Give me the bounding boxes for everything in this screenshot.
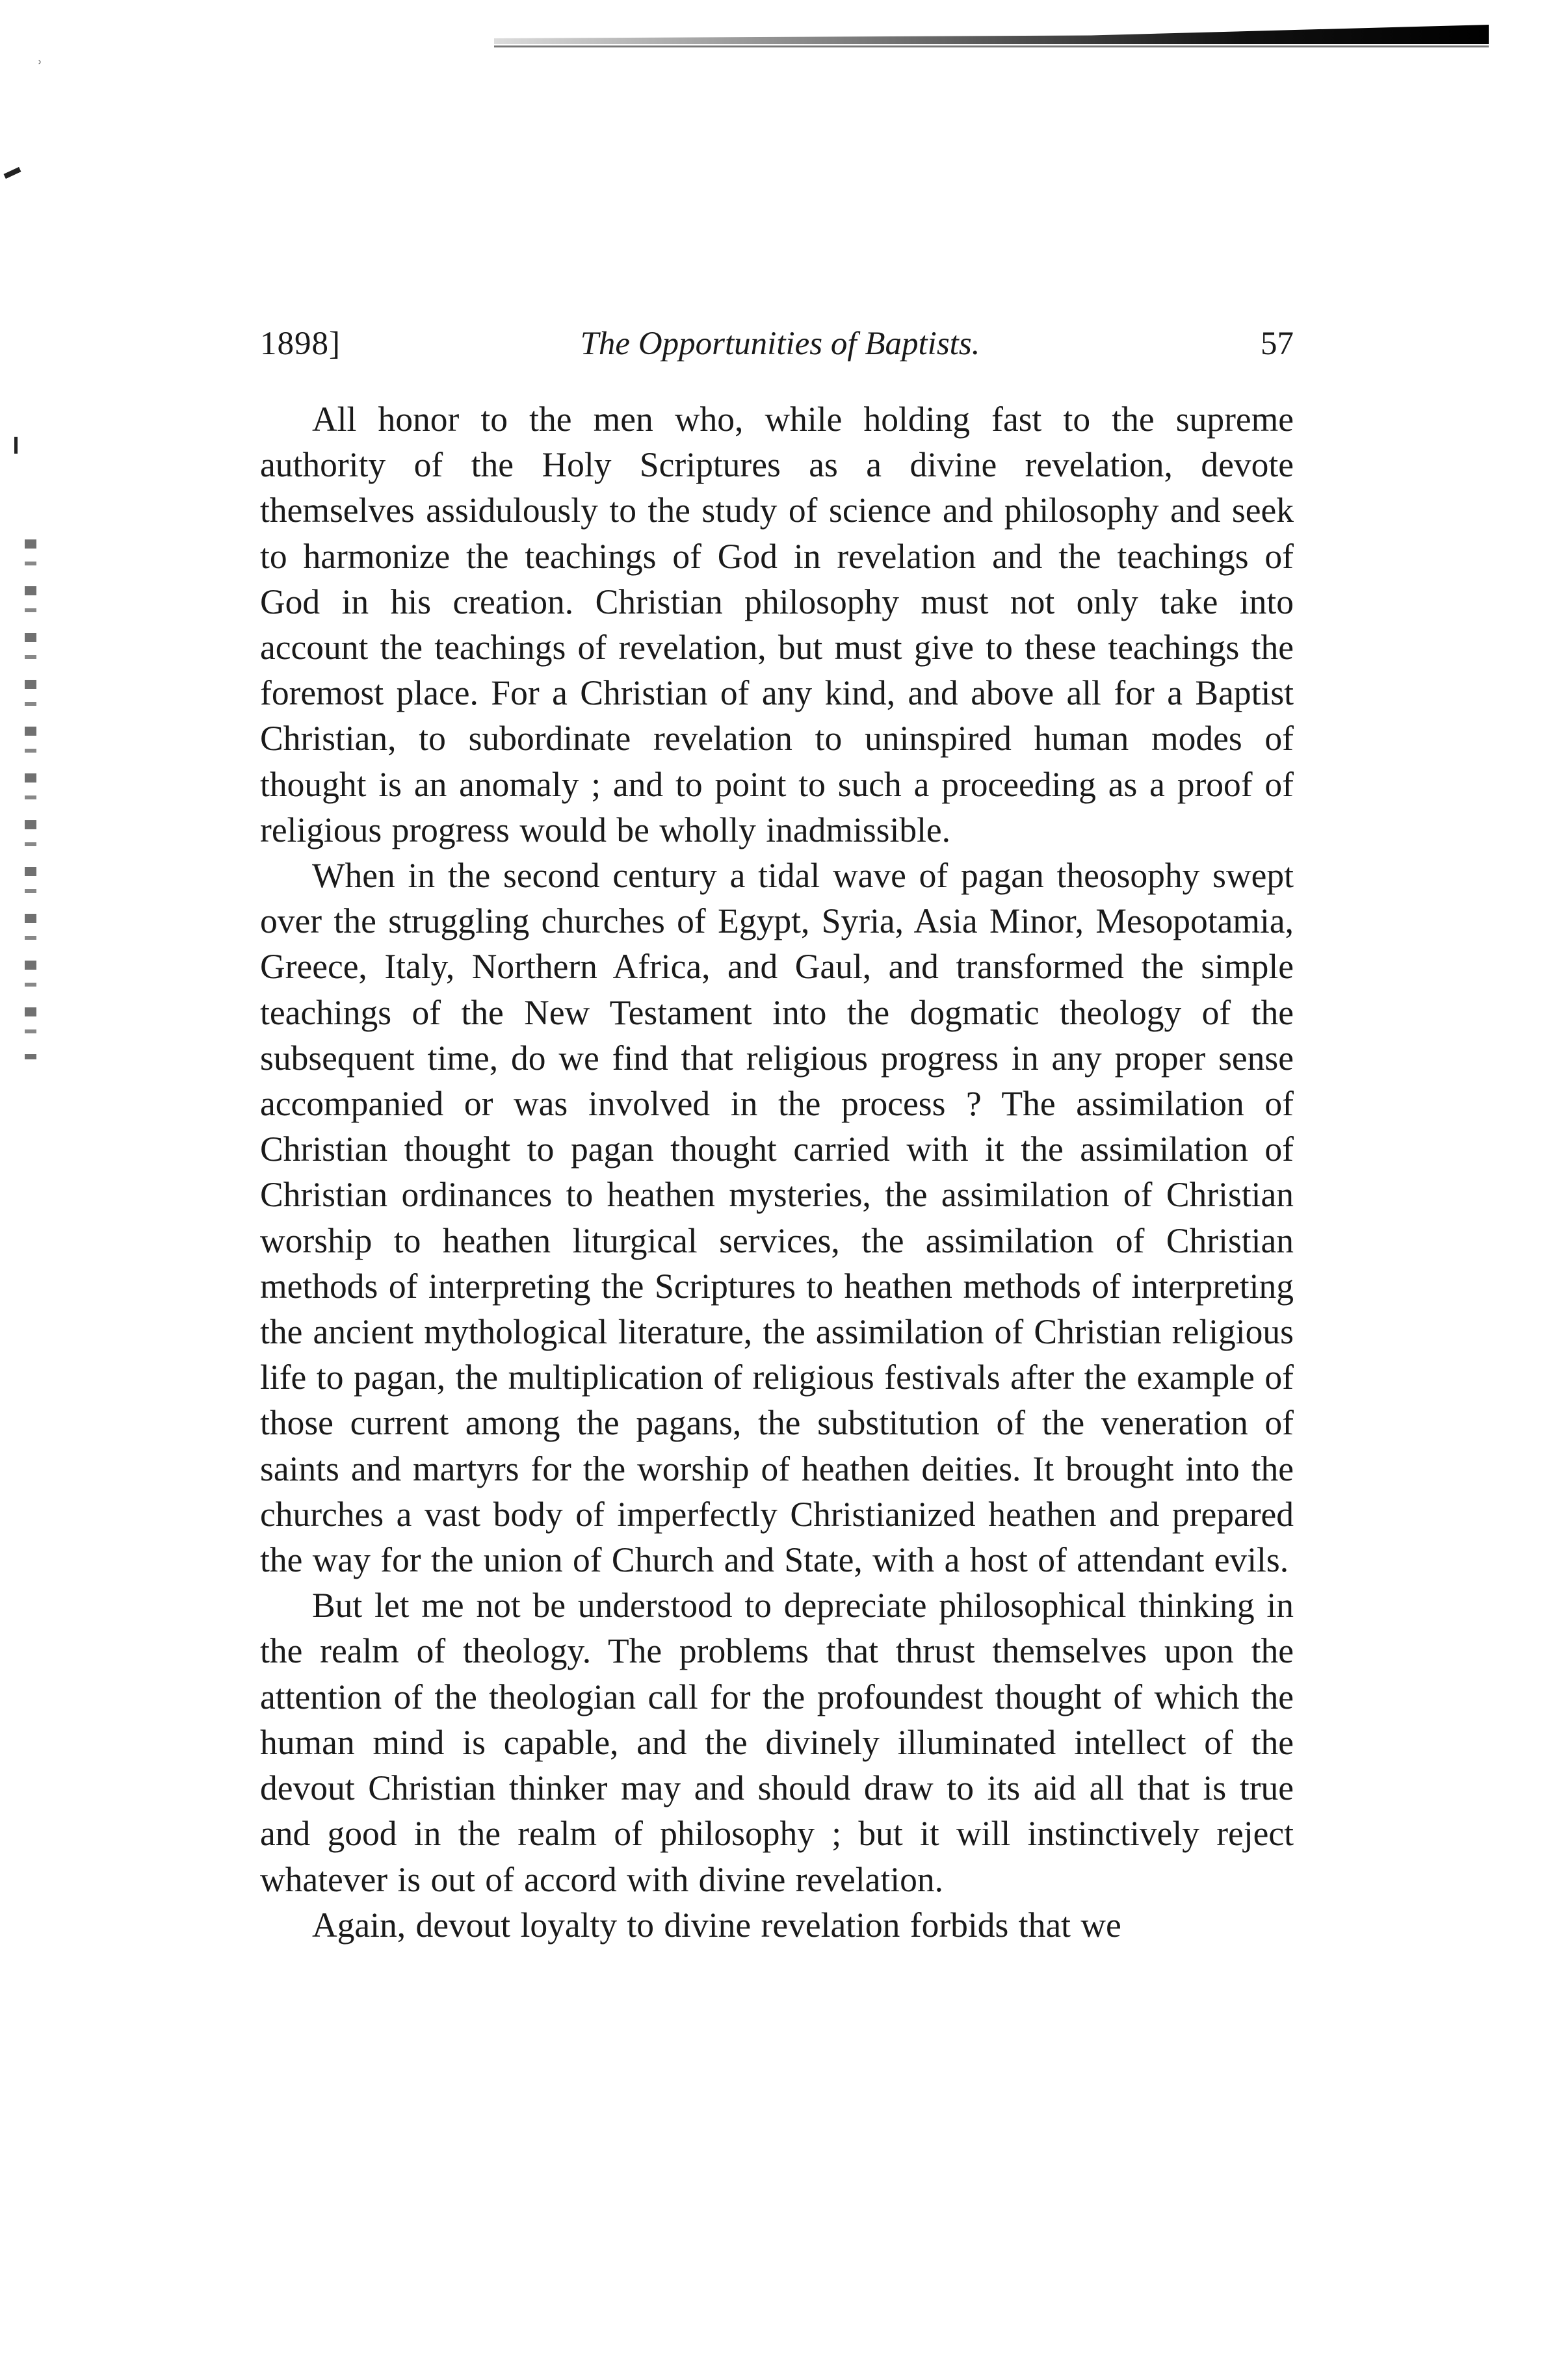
paragraph-1: All honor to the men who, while holding fast to the supreme authority of the Holy Scriptures as a divine revelation, devote themselves assidulously to the study of science and philosophy and seek to harmonize the teachings of God in revelation and the teachings of God in his creation. Christian philosophy must not only take into account the teachings of revelation, but must give to these teachings the foremost place. For a Christian of any kind, and above all for a Baptist Christian, to subordinate revelation to uninspired human modes of thought is an anomaly ; and to point to such a proceeding as a proof of religious progress would be wholly inadmissible. — [260, 400, 1294, 849]
page-number: 57 — [1261, 326, 1294, 362]
scan-edge-line — [494, 45, 1489, 47]
running-head-title: The Opportunities of Baptists. — [580, 326, 980, 362]
running-head-year: 1898] — [260, 326, 341, 362]
scan-margin-mark — [14, 437, 18, 454]
scan-corner-mark: ˒ — [36, 48, 43, 70]
paragraph-3: But let me not be understood to depreciate philosophical thinking in the realm of theology. The problems that thrust themselves upon the attention of the theologian call for the profoundest thought of which the human mind is capable, and the divinely illuminated intellect of the devout Christian thinker may and should draw to its aid all that is true and good in the realm of philosophy ; but it will instinctively reject whatever is out of accord with divine revelation. — [260, 1586, 1294, 1899]
scan-margin-dash — [4, 167, 21, 179]
paragraph-4: Again, devout loyalty to divine revelation forbids that we — [312, 1905, 1121, 1945]
scan-edge-rule — [494, 25, 1489, 44]
scan-binding-shadow — [25, 539, 36, 1059]
paragraph-2: When in the second century a tidal wave of pagan theosophy swept over the struggling churches of Egypt, Syria, Asia Minor, Mesopotamia, Greece, Italy, Northern Africa, and Gaul, and transformed the simple teachings of the New Testament into the dogmatic theology of the subsequent time, do we find that religious progress in any proper sense accompanied or was involved in the process ? The assimilation of Christian thought to pagan thought carried with it the assimilation of Christian ordinances to heathen mysteries, the assimilation of Christian worship to heathen liturgical services, the assimilation of Christian methods of interpreting the Scriptures to heathen methods of interpreting the ancient mythological literature, the assimilation of Christian religious life to pagan, the multiplication of religious festivals after the example of those current among the pagans, the substitution of the veneration of saints and martyrs for the worship of heathen deities. It brought into the churches a vast body of imperfectly Christianized heathen and prepared the way for the union of Church and State, with a host of attendant evils. — [260, 856, 1294, 1580]
page-body — [260, 396, 1294, 1948]
running-head — [260, 325, 1294, 370]
